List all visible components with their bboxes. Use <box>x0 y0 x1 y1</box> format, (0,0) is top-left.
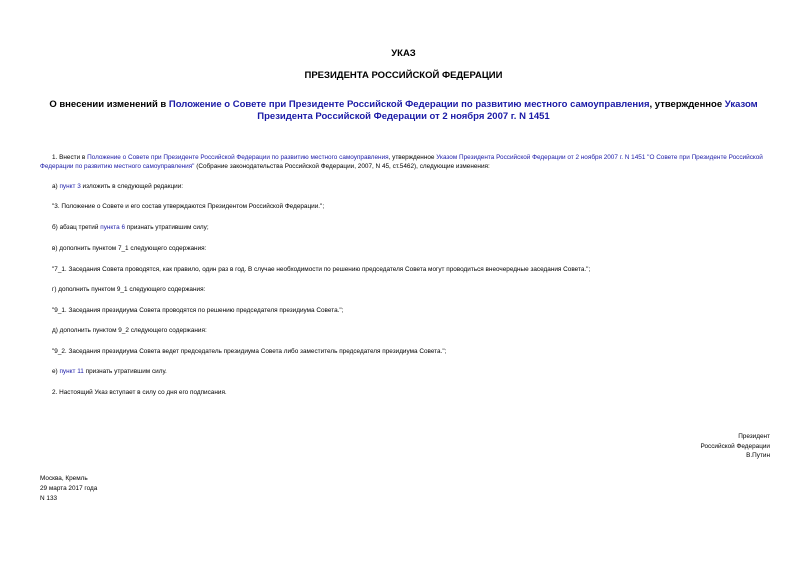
item-e-prefix: е) <box>52 368 60 375</box>
place-date-block <box>40 474 97 504</box>
title-prefix: О внесении изменений в <box>49 99 169 110</box>
document-title <box>40 99 767 123</box>
title-link-decree[interactable]: Указом Президента Российской Федерации от 2 ноября 2007 г. N 1451 <box>257 99 758 122</box>
document-number: N 133 <box>40 495 58 502</box>
item-e <box>52 368 167 375</box>
item-b <box>52 224 209 231</box>
item-1-suffix: (Собрание законодательства Российской Федерации, 2007, N 45, ст.5462), следующие изменения: <box>194 163 490 170</box>
signature-title: Президент <box>738 433 770 440</box>
item-d-quote: "9_2. Заседания президиума Совета ведет председатель президиума Совета либо заместитель председателя президиума Совета."; <box>52 348 447 355</box>
item-2: 2. Настоящий Указ вступает в силу со дня его подписания. <box>52 389 227 396</box>
item-e-link[interactable]: пункт 11 <box>59 368 84 375</box>
item-1-paragraph <box>40 153 771 171</box>
item-v-quote: "7_1. Заседания Совета проводятся, как правило, один раз в год. В случае необходимости по решению председателя Совета могут проводиться внеочередные заседания Совета."; <box>52 266 591 273</box>
signature-org: Российской Федерации <box>700 442 770 450</box>
signature-name: В.Путин <box>746 452 770 460</box>
place: Москва, Кремль <box>40 475 88 482</box>
item-1-link-decree[interactable]: Указом Президента Российской Федерации от 2 ноября 2007 г. N 1451 "О Совете при Президенте Российской Федерации по развитию местного самоуправления" <box>40 154 763 170</box>
date: 29 марта 2017 года <box>40 485 98 492</box>
title-link-regulation[interactable]: Положение о Совете при Президенте Российской Федерации по развитию местного самоуправления <box>168 99 650 110</box>
item-a-link[interactable]: пункт 3 <box>59 183 81 190</box>
item-a <box>52 183 183 190</box>
item-1-link-regulation[interactable]: Положение о Совете при Президенте Российской Федерации по развитию местного самоуправления <box>87 154 389 161</box>
item-a-suffix: изложить в следующей редакции: <box>80 183 184 190</box>
item-b-link[interactable]: пункта 6 <box>100 224 126 231</box>
item-d: д) дополнить пунктом 9_2 следующего содержания: <box>52 327 207 334</box>
title-middle: , утвержденное <box>649 99 725 110</box>
item-e-suffix: признать утратившим силу. <box>83 368 167 375</box>
item-1-middle: , утвержденное <box>388 154 437 161</box>
item-g: г) дополнить пунктом 9_1 следующего содержания: <box>52 286 206 293</box>
issuer-heading: ПРЕЗИДЕНТА РОССИЙСКОЙ ФЕДЕРАЦИИ <box>304 70 503 81</box>
doc-type-heading: УКАЗ <box>391 48 416 59</box>
item-g-quote: "9_1. Заседания президиума Совета проводятся по решению председателя президиума Совета."; <box>52 307 344 314</box>
signature-block <box>701 432 771 461</box>
item-b-suffix: признать утратившим силу; <box>125 224 209 231</box>
item-b-prefix: б) абзац третий <box>52 224 101 231</box>
item-a-prefix: а) <box>52 183 60 190</box>
item-v: в) дополнить пунктом 7_1 следующего содержания: <box>52 245 207 252</box>
item-a-quote: "3. Положение о Совете и его состав утверждаются Президентом Российской Федерации."; <box>52 203 325 210</box>
item-1-prefix: 1. Внести в <box>52 154 88 161</box>
